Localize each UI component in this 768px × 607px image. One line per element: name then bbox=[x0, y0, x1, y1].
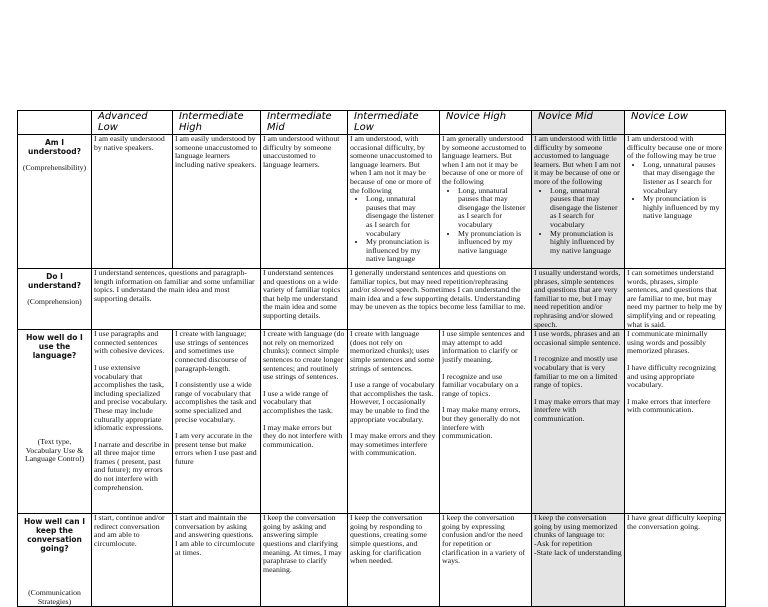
bullet-list bbox=[627, 161, 723, 221]
row-subtitle: (Comprehensibility) bbox=[22, 163, 87, 172]
cell-intermediate-mid: I am understood without difficulty by someone unaccustomed to language learners. bbox=[261, 135, 348, 269]
cell-intro: I am understood with difficulty because one or more of the following may be true bbox=[627, 134, 723, 161]
row-label-cell bbox=[18, 269, 92, 330]
cell-paragraph: I communicate minimally using words and possibly memorized phrases. bbox=[627, 329, 708, 356]
cell-paragraph: I create with language (do not rely on memorized chunks); connect simple sentences to create longer sentences; and routinely use strings of sentences. bbox=[263, 329, 345, 382]
cell-paragraph: I use extensive vocabulary that accomplishes the task, including specialized and precise vocabulary. These may include culturally appropriate idiomatic expressions. bbox=[94, 362, 168, 433]
row-language-use bbox=[18, 330, 726, 514]
row-label-cell bbox=[18, 135, 92, 269]
header-row bbox=[18, 111, 726, 135]
cell-paragraph: I use a wide range of vocabulary that accomplishes the task. bbox=[263, 388, 333, 415]
list-item: • My pronunciation is influenced by my native language bbox=[458, 230, 529, 256]
list-item: • My pronunciation is influenced by my native language bbox=[366, 238, 437, 264]
cell-novice-high bbox=[440, 330, 532, 514]
cell-intermediate-mid bbox=[261, 330, 348, 514]
cell-paragraph: I may make errors that may interfere with communication. bbox=[534, 396, 620, 423]
cell-novice-mid bbox=[532, 135, 625, 269]
cell-intermediate-mid: I understand sentences and questions on a wide variety of familiar topics that help me understand the main idea and some supporting details. bbox=[261, 269, 348, 330]
header-novice-low: Novice Low bbox=[625, 111, 726, 135]
cell-paragraph: I may make errors and they may sometimes interfere with communication. bbox=[350, 431, 436, 458]
cell-intro: I keep the conversation going by using memorized chunks of language to: bbox=[534, 513, 618, 540]
header-intermediate-low: Intermediate Low bbox=[348, 111, 440, 135]
list-item: • Long, unnatural pauses that may disengage the listener as I search for vocabulary bbox=[550, 187, 622, 230]
cell-intermediate-low bbox=[348, 135, 440, 269]
cell-intermediate-high: I start and maintain the conversation by asking and answering questions. I am able to circumlocute at times. bbox=[173, 514, 261, 607]
cell-paragraph: I may make many errors, but they generally do not interfere with communication. bbox=[442, 405, 521, 441]
cell-intro: I am understood, with occasional difficulty, by someone unaccustomed to language learners. But when I am not it may be because of one or more of the following bbox=[350, 134, 433, 195]
list-item: • Long, unnatural pauses that may disengage the listener as I search for vocabulary bbox=[643, 161, 723, 195]
cell-novice-mid bbox=[532, 514, 625, 607]
header-advanced-low: Advanced Low bbox=[92, 111, 173, 135]
cell-paragraph: I use paragraphs and connected sentences with cohesive devices. bbox=[94, 329, 165, 356]
cell-advanced-low bbox=[92, 330, 173, 514]
cell-paragraph: I make errors that interfere with communication. bbox=[627, 396, 711, 415]
header-intermediate-high: Intermediate High bbox=[173, 111, 261, 135]
cell-paragraph: I use simple sentences and may attempt to add information to clarify or justify meaning. bbox=[442, 329, 525, 364]
proficiency-rubric-table bbox=[17, 110, 726, 607]
list-item: • Long, unnatural pauses that may disengage the listener as I search for vocabulary bbox=[366, 195, 437, 238]
cell-paragraph: I create with language (does not rely on memorized chunks); uses simple sentences and some strings of sentences. bbox=[350, 329, 435, 373]
cell-paragraph: I recognize and use familiar vocabulary on a range of topics. bbox=[442, 371, 519, 398]
cell-paragraph: I use words, phrases and an occasional simple sentence. bbox=[534, 329, 621, 347]
cell-advanced-low: I start, continue and/or redirect conversation and am able to circumlocute. bbox=[92, 514, 173, 607]
cell-advanced-low: I am easily understood by native speakers. bbox=[92, 135, 173, 269]
cell-intro: I am understood with little difficulty by someone accustomed to language learners. But when I am not it may be because of one or more of the following bbox=[534, 134, 621, 186]
list-item: • My pronunciation is highly influenced by my native language bbox=[643, 195, 723, 221]
row-subtitle: (Text type, Vocabulary Use & Language Control) bbox=[24, 437, 85, 464]
cell-novice-low bbox=[625, 330, 726, 514]
row-comprehension bbox=[18, 269, 726, 330]
header-intermediate-mid: Intermediate Mid bbox=[261, 111, 348, 135]
header-corner bbox=[18, 111, 92, 135]
row-subtitle: (Communication Strategies) bbox=[28, 588, 81, 606]
cell-paragraph: I consistently use a wide range of vocabulary that accomplishes the task and some specialized and precise vocabulary. bbox=[175, 380, 257, 424]
row-question: Do I understand? bbox=[27, 272, 81, 290]
header-novice-mid: Novice Mid bbox=[532, 111, 625, 135]
row-comprehensibility bbox=[18, 135, 726, 269]
bullet-list bbox=[534, 187, 622, 256]
list-item: • Long, unnatural pauses that may disengage the listener as I search for vocabulary bbox=[458, 187, 529, 230]
cell-novice-low: I can sometimes understand words, phrases, simple sentences, and questions that are familiar to me, but may need my partner to help me by simplifying and or repeating what is said. bbox=[625, 269, 726, 330]
list-item: -State lack of understanding bbox=[534, 547, 622, 557]
cell-intermediate-low: I keep the conversation going by responding to questions, creating some simple questions, and asking for clarification when needed. bbox=[348, 514, 440, 607]
cell-novice-low: I have great difficulty keeping the conversation going. bbox=[625, 514, 726, 607]
cell-novice-high bbox=[440, 135, 532, 269]
list-item: • My pronunciation is highly influenced by my native language bbox=[550, 230, 622, 256]
list-item: -Ask for repetition bbox=[534, 538, 593, 548]
cell-novice-low bbox=[625, 135, 726, 269]
cell-paragraph: I have difficulty recognizing and using appropriate vocabulary. bbox=[627, 362, 716, 390]
cell-novice-mid: I usually understand words, phrases, simple sentences and questions that are very familiar to me, but I may need repetition and/or rephrasing and/or slowed speech. bbox=[532, 269, 625, 330]
cell-intro: I am generally understood by someone accustomed to language learners. But when I am not it may be because of one or more of the following bbox=[442, 134, 527, 186]
cell-intermediate-high: I am easily understood by someone unaccustomed to language learners including native speakers. bbox=[173, 135, 261, 269]
row-question: How well can I keep the conversation going? bbox=[24, 517, 85, 554]
cell-intermediate-low-novice-high: I generally understand sentences and questions on familiar topics, but may need repetition/rephrasing and/or slowed speech. Sometimes I can understand the main idea and a few supporting details. Understanding may be uneven as the topics become less familiar to me. bbox=[348, 269, 532, 330]
bullet-list bbox=[442, 187, 529, 256]
cell-advanced-low-intermediate-high: I understand sentences, questions and paragraph-length information on familiar and some unfamiliar topics. I understand the main idea and most supporting details. bbox=[92, 269, 261, 330]
cell-intermediate-mid: I keep the conversation going by asking and answering simple questions and clarifying meaning. At times, I may paraphrase to clarify meaning. bbox=[261, 514, 348, 607]
cell-paragraph: I narrate and describe in all three major time frames ( present, past and future); my errors do not interfere with comprehension. bbox=[94, 439, 170, 492]
cell-intermediate-high bbox=[173, 330, 261, 514]
cell-novice-high: I keep the conversation going by expressing confusion and/or the need for repetition or clarification in a variety of ways. bbox=[440, 514, 532, 607]
row-question: How well do I use the language? bbox=[26, 333, 83, 361]
cell-intermediate-low bbox=[348, 330, 440, 514]
cell-paragraph: I recognize and mostly use vocabulary that is very familiar to me on a limited range of topics. bbox=[534, 354, 618, 390]
row-label-cell bbox=[18, 330, 92, 514]
cell-novice-mid bbox=[532, 330, 625, 514]
row-subtitle: (Comprehension) bbox=[27, 297, 82, 306]
cell-paragraph: I use a range of vocabulary that accomplishes the task. However, I occasionally may be unable to find the appropriate vocabulary. bbox=[350, 380, 435, 424]
header-novice-high: Novice High bbox=[440, 111, 532, 135]
bullet-list bbox=[350, 195, 437, 264]
row-label-cell bbox=[18, 514, 92, 607]
row-communication-strategies bbox=[18, 514, 726, 607]
cell-paragraph: I may make errors but they do not interfere with communication. bbox=[263, 422, 343, 449]
cell-paragraph: I am very accurate in the present tense but make errors when I use past and future bbox=[175, 431, 257, 466]
row-question: Am I understood? bbox=[28, 138, 81, 156]
cell-paragraph: I create with language; use strings of sentences and sometimes use connected discourse of paragraph-length. bbox=[175, 329, 249, 373]
